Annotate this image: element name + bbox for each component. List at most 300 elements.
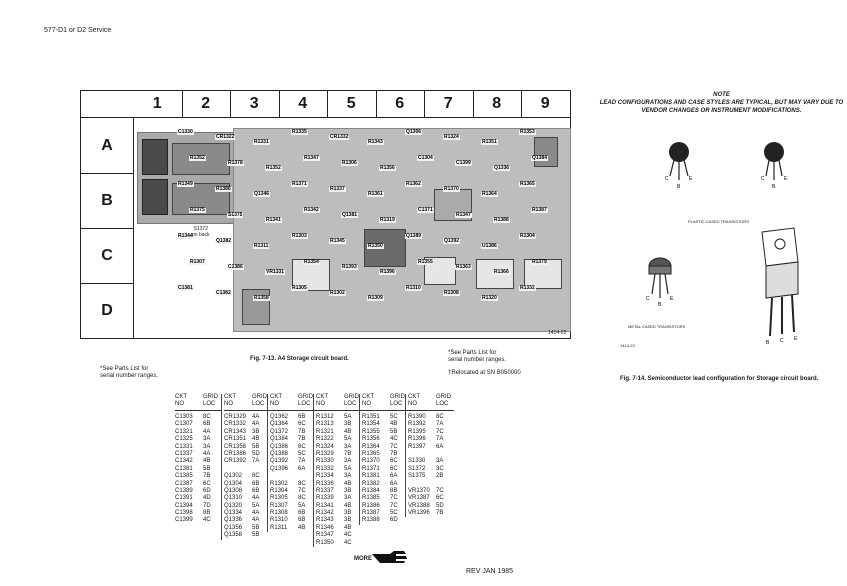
grid-column-5: 5 xyxy=(327,91,377,117)
ckt-no: R1310 xyxy=(270,517,288,524)
grid-loc: 3B xyxy=(344,517,352,524)
parts-header-text: NO xyxy=(224,401,233,407)
parts-header-text: LOC xyxy=(344,401,357,407)
parts-row xyxy=(362,488,408,495)
parts-row xyxy=(408,495,454,502)
grid-loc: 7A xyxy=(298,458,306,465)
board-component-label: R1355 xyxy=(418,259,433,265)
ckt-no: R1364 xyxy=(362,443,380,450)
board-figure-id: 1414-22 xyxy=(548,330,567,336)
ckt-no: Q1388 xyxy=(270,450,289,457)
board-component-label: R1308 xyxy=(444,290,459,296)
parts-row xyxy=(175,436,221,443)
board-component-label: R1352 xyxy=(190,155,205,161)
metal-transistor-drawing xyxy=(636,250,686,310)
parts-row xyxy=(224,488,270,495)
board-component-label: R1311 xyxy=(254,243,269,249)
grid-loc: 3B xyxy=(252,428,260,435)
grid-loc: 3B xyxy=(344,421,352,428)
parts-row xyxy=(362,473,408,480)
pin-label: C xyxy=(761,176,765,182)
grid-row-B: B xyxy=(81,173,133,229)
plastic-cased-label: PLASTIC CASED TRANSISTORS xyxy=(688,219,749,224)
grid-loc: 5A xyxy=(344,465,352,472)
pin-label: E xyxy=(670,296,674,302)
board-component-label: R1370 xyxy=(444,186,459,192)
board-component-label: R1332 xyxy=(520,285,535,291)
board-component-label: R1387 xyxy=(532,207,547,213)
ckt-no xyxy=(270,473,298,480)
ckt-no: R1355 xyxy=(362,428,380,435)
board-component-label: S1375 xyxy=(228,212,243,218)
grid-loc: 4A xyxy=(252,510,260,517)
grid-loc: 6B xyxy=(298,510,306,517)
pin-label: E xyxy=(689,176,693,182)
parts-row xyxy=(224,421,270,428)
parts-row xyxy=(270,503,316,510)
board-component-label: Q1346 xyxy=(254,191,270,197)
grid-loc: 6C xyxy=(436,495,444,502)
grid-loc: 4A xyxy=(252,421,260,428)
ckt-no: C1385 xyxy=(175,473,193,480)
parts-header-text: GRID xyxy=(203,394,218,400)
grid-loc: 6C xyxy=(298,443,306,450)
ckt-no: R1386 xyxy=(362,502,380,509)
board-component-label: Q1389 xyxy=(406,233,422,239)
ckt-no: C1337 xyxy=(175,450,193,457)
board-component-label: R1310 xyxy=(406,285,421,291)
parts-row xyxy=(270,421,316,428)
board-component-label: R1319 xyxy=(380,217,395,223)
grid-column-2: 2 xyxy=(182,91,232,117)
board-component-label: R1361 xyxy=(368,191,383,197)
parts-row xyxy=(408,488,454,495)
ckt-no: R1343 xyxy=(316,517,334,524)
board-component-label: R1356 xyxy=(380,165,395,171)
parts-row xyxy=(224,466,270,473)
more-label: MORE xyxy=(354,556,372,562)
grid-loc: 7D xyxy=(203,502,211,509)
grid-loc: 6C xyxy=(203,480,211,487)
pin-label: C xyxy=(646,296,650,302)
grid-loc: 8C xyxy=(203,414,211,420)
ckt-no: C1307 xyxy=(175,421,193,428)
ckt-no: R1396 xyxy=(408,436,426,443)
parts-row xyxy=(224,444,270,451)
parts-row xyxy=(270,451,316,458)
parts-row xyxy=(316,532,362,539)
ckt-no: Q1384 xyxy=(270,436,289,443)
parts-row xyxy=(362,429,408,436)
parts-row xyxy=(408,421,454,428)
parts-column xyxy=(221,394,270,540)
grid-loc: 7C xyxy=(390,495,398,502)
grid-loc: 4A xyxy=(252,517,260,524)
note-left xyxy=(100,366,158,380)
parts-row xyxy=(224,517,270,524)
page-header: 577-D1 or D2 Service xyxy=(44,27,112,34)
board-component-label: Q1382 xyxy=(216,238,232,244)
grid-loc: 5B xyxy=(203,465,211,472)
ckt-no: R1382 xyxy=(362,480,380,487)
parts-row xyxy=(362,517,408,524)
ckt-no: CR1358 xyxy=(224,443,247,450)
ckt-no: CR1386 xyxy=(224,450,247,457)
parts-row xyxy=(175,458,221,465)
grid-loc: 4C xyxy=(390,436,398,443)
parts-row xyxy=(408,444,454,451)
ckt-no: VR1387 xyxy=(408,495,430,502)
parts-header-text: CKT xyxy=(270,394,282,400)
grid-loc: 3B xyxy=(344,510,352,517)
grid-loc: 6B xyxy=(252,480,260,487)
parts-row xyxy=(408,466,454,473)
parts-row xyxy=(175,444,221,451)
board-component-label: Q1384 xyxy=(532,155,548,161)
grid-loc: 3A xyxy=(344,443,352,450)
ckt-no: VR1396 xyxy=(408,510,430,517)
grid-loc: 8B xyxy=(203,510,211,517)
ckt-no: Q1386 xyxy=(270,443,289,450)
grid-loc: 7B xyxy=(344,450,352,457)
parts-header-text: CKT xyxy=(316,394,328,400)
grid-loc: 5A xyxy=(252,502,260,509)
ckt-no: R1321 xyxy=(316,428,334,435)
parts-row xyxy=(224,429,270,436)
parts-header-text: CKT xyxy=(408,394,420,400)
parts-header xyxy=(316,394,362,411)
board-component-label: CR1332 xyxy=(330,134,349,140)
ckt-no: CR1343 xyxy=(224,428,247,435)
parts-row xyxy=(175,481,221,488)
figure-14-caption: Fig. 7-14. Semiconductor lead configuration for Storage circuit board. xyxy=(620,376,819,382)
grid-loc: 6C xyxy=(298,421,306,428)
grid-loc: 7A xyxy=(436,436,444,443)
parts-row xyxy=(224,436,270,443)
board-component-label: C1382 xyxy=(216,290,231,296)
ckt-no: R1354 xyxy=(362,421,380,428)
board-component-label: R1379 xyxy=(532,259,547,265)
parts-header-text: NO xyxy=(270,401,279,407)
grid-loc: 4A xyxy=(203,450,211,457)
parts-row xyxy=(316,503,362,510)
metal-cased-label: METAL CASED TRANSISTORS xyxy=(628,324,686,329)
parts-row xyxy=(224,458,270,465)
plastic-transistor-drawings xyxy=(656,134,806,194)
parts-row xyxy=(362,444,408,451)
board-component-label: R1375 xyxy=(190,207,205,213)
grid-row-D: D xyxy=(101,302,113,319)
parts-row xyxy=(175,451,221,458)
ckt-no: Q1392 xyxy=(270,458,289,465)
ckt-no: R1381 xyxy=(362,473,380,480)
parts-row xyxy=(408,458,454,465)
grid-loc: 3B xyxy=(344,487,352,494)
parts-header-text: NO xyxy=(316,401,325,407)
grid-loc: 6A xyxy=(436,443,444,450)
grid-column-3: 3 xyxy=(230,91,280,117)
grid-loc: 3A xyxy=(436,458,444,465)
board-component-label: R1386 xyxy=(216,186,231,192)
parts-header-text: GRID xyxy=(344,394,359,400)
ckt-no: R1346 xyxy=(316,524,334,531)
ckt-no: Q1308 xyxy=(224,487,243,494)
board-component-label: R1358 xyxy=(254,295,269,301)
board-component-label: R1305 xyxy=(292,285,307,291)
parts-header-text: GRID xyxy=(436,394,451,400)
parts-row xyxy=(270,495,316,502)
grid-loc: 6B xyxy=(298,414,306,420)
ckt-no: Q1334 xyxy=(224,510,243,517)
grid-loc: 5B xyxy=(390,428,398,435)
parts-row xyxy=(362,503,408,510)
parts-row xyxy=(362,414,408,421)
grid-loc: 4C xyxy=(203,517,211,524)
ckt-no: R1365 xyxy=(362,450,380,457)
note-left-line: *See Parts List for xyxy=(100,366,149,372)
ckt-no: R1341 xyxy=(316,502,334,509)
board-component-label: R1304 xyxy=(520,233,535,239)
parts-row xyxy=(316,421,362,428)
board-component-label: R1364 xyxy=(482,191,497,197)
grid-loc: 5B xyxy=(252,443,260,450)
board-component-label: R1371 xyxy=(292,181,307,187)
parts-row xyxy=(270,458,316,465)
board-component-label: R1337 xyxy=(330,186,345,192)
parts-row xyxy=(316,436,362,443)
board-component-label: Q1306 xyxy=(406,129,422,135)
grid-loc: 5B xyxy=(252,532,260,539)
board-component-label: R1347 xyxy=(304,155,319,161)
ckt-no: CR1392 xyxy=(224,458,247,465)
pin-label: B xyxy=(677,184,681,190)
pin-label: E xyxy=(784,176,788,182)
parts-row xyxy=(362,451,408,458)
board-component-label: R1343 xyxy=(368,139,383,145)
parts-row xyxy=(408,414,454,421)
board-component-label: Q1392 xyxy=(444,238,460,244)
parts-row xyxy=(270,481,316,488)
grid-loc: 5C xyxy=(298,450,306,457)
parts-row xyxy=(408,481,454,488)
ckt-no: C1389 xyxy=(175,487,193,494)
parts-row xyxy=(316,495,362,502)
ckt-no: R1304 xyxy=(270,487,288,494)
parts-row xyxy=(362,495,408,502)
parts-header xyxy=(362,394,408,411)
parts-header-text: CKT xyxy=(175,394,187,400)
grid-loc: 4A xyxy=(252,414,260,420)
grid-loc: 7B xyxy=(298,428,306,435)
grid-loc: 4B xyxy=(252,436,260,443)
parts-row xyxy=(316,429,362,436)
board-component-label: R1302 xyxy=(330,290,345,296)
grid-loc: 8B xyxy=(390,487,398,494)
grid-column-6: 6 xyxy=(376,91,426,117)
board-component-label: R1347 xyxy=(456,212,471,218)
ckt-no: R1313 xyxy=(316,421,334,428)
board-component-label: C1330 xyxy=(178,129,193,135)
lead-note xyxy=(596,91,847,115)
ckt-no: R1351 xyxy=(362,414,380,420)
ckt-no: R1387 xyxy=(362,510,380,517)
ckt-no: Q1320 xyxy=(224,502,243,509)
grid-loc: 5D xyxy=(252,450,260,457)
board-component-label: R1350 xyxy=(368,243,383,249)
revision-date: REV JAN 1985 xyxy=(466,568,514,575)
parts-row xyxy=(175,488,221,495)
parts-row xyxy=(316,540,362,547)
parts-row xyxy=(362,458,408,465)
ckt-no: Q1310 xyxy=(224,495,243,502)
ckt-no: R1337 xyxy=(316,487,334,494)
grid-loc: 7C xyxy=(298,487,306,494)
pin-label: B xyxy=(772,184,776,190)
board-component-label: R1303 xyxy=(292,233,307,239)
board-component-label: R1341 xyxy=(266,217,281,223)
ckt-no: Q1336 xyxy=(224,517,243,524)
fig14-id: 1414-23 xyxy=(620,343,635,348)
ckt-no: C1331 xyxy=(175,443,193,450)
ckt-no: S1372 xyxy=(408,465,426,472)
grid-loc: 6B xyxy=(252,487,260,494)
board-component-label: R1342 xyxy=(304,207,319,213)
parts-row xyxy=(316,525,362,532)
parts-row xyxy=(224,473,270,480)
board-component-label: R1320 xyxy=(482,295,497,301)
board-pcb xyxy=(233,128,571,332)
parts-row xyxy=(270,488,316,495)
grid-loc xyxy=(252,466,268,473)
grid-loc: 3C xyxy=(436,465,444,472)
parts-row xyxy=(175,495,221,502)
grid-loc: 5A xyxy=(344,436,352,443)
ckt-no: Q1372 xyxy=(270,428,289,435)
parts-row xyxy=(175,429,221,436)
ckt-no: Q1302 xyxy=(224,473,243,480)
grid-column-9: 9 xyxy=(521,91,571,117)
ckt-no: S1330 xyxy=(408,458,426,465)
ckt-no: CR1329 xyxy=(224,414,247,420)
parts-row xyxy=(270,517,316,524)
ckt-no: R1312 xyxy=(316,414,334,420)
board-component-label: VR1331 xyxy=(266,269,285,275)
parts-row xyxy=(270,436,316,443)
parts-row xyxy=(175,517,221,524)
grid-loc: 4A xyxy=(203,428,211,435)
ckt-no: R1371 xyxy=(362,465,380,472)
ckt-no: R1385 xyxy=(362,495,380,502)
ckt-no: R1307 xyxy=(270,502,288,509)
ckt-no: Q1304 xyxy=(224,480,243,487)
grid-loc: 5C xyxy=(390,414,398,420)
grid-loc: 4C xyxy=(344,539,352,546)
board-component-label: R1307 xyxy=(190,259,205,265)
note-text: LEAD CONFIGURATIONS AND CASE STYLES ARE TYPICAL, BUT MAY VARY DUE TO VENDOR CHANGES OR INSTRUMENT MODIFICATIONS. xyxy=(599,100,844,114)
parts-header-text: LOC xyxy=(390,401,403,407)
grid-loc: 7C xyxy=(390,502,398,509)
parts-row xyxy=(270,466,316,473)
tab-transistor-drawing xyxy=(752,222,812,348)
grid-loc: 6A xyxy=(390,473,398,480)
parts-row xyxy=(270,444,316,451)
parts-header-text: LOC xyxy=(298,401,311,407)
pin-label: C xyxy=(665,176,669,182)
pin-label: C xyxy=(780,338,784,344)
note-right-line: *See Parts List for xyxy=(448,350,497,356)
parts-header-text: GRID xyxy=(298,394,313,400)
grid-loc: 3A xyxy=(203,443,211,450)
ckt-no xyxy=(224,466,252,473)
ckt-no: R1332 xyxy=(316,465,334,472)
ckt-no: C1398 xyxy=(175,510,193,517)
grid-loc: 5C xyxy=(390,510,398,517)
ckt-no: C1321 xyxy=(175,428,193,435)
parts-header xyxy=(175,394,221,411)
pin-label: B xyxy=(658,302,662,308)
parts-column xyxy=(313,394,362,547)
grid-loc: 8C xyxy=(298,495,306,502)
grid-loc: 4B xyxy=(390,421,398,428)
board-component-label: R1354 xyxy=(304,259,319,265)
plastic-transistor-2 xyxy=(761,142,788,190)
parts-row xyxy=(362,510,408,517)
parts-header-text: CKT xyxy=(362,394,374,400)
board-component-label: R1352 xyxy=(266,165,281,171)
ckt-no: R1302 xyxy=(270,480,288,487)
board-component-label: R1388 xyxy=(494,217,509,223)
grid-row-C: C xyxy=(81,228,133,284)
parts-header-text: NO xyxy=(408,401,417,407)
grid-loc: 4C xyxy=(344,532,352,539)
grid-loc: 7B xyxy=(203,473,211,480)
parts-header-text: LOC xyxy=(436,401,449,407)
ckt-no: C1342 xyxy=(175,458,193,465)
grid-loc: 7A xyxy=(252,458,260,465)
ckt-no xyxy=(408,481,436,488)
parts-header xyxy=(224,394,270,411)
parts-row xyxy=(270,429,316,436)
ckt-no: C1387 xyxy=(175,480,193,487)
grid-column-8: 8 xyxy=(473,91,523,117)
parts-row xyxy=(362,421,408,428)
parts-row xyxy=(316,473,362,480)
grid-loc: 4B xyxy=(298,524,306,531)
note-left-line: serial number ranges. xyxy=(100,373,159,379)
grid-loc: 3A xyxy=(203,436,211,443)
grid-loc: 5A xyxy=(344,414,352,420)
grid-loc: 6A xyxy=(298,465,306,472)
parts-row xyxy=(270,473,316,480)
board-component-label: R1365 xyxy=(520,181,535,187)
grid-loc: 2B xyxy=(436,473,444,480)
ckt-no: R1322 xyxy=(316,436,334,443)
parts-header-text: LOC xyxy=(252,401,265,407)
ckt-no: R1397 xyxy=(408,443,426,450)
parts-row xyxy=(362,436,408,443)
grid-loc: 8C xyxy=(436,414,444,420)
grid-loc: 8C xyxy=(298,480,306,487)
parts-row xyxy=(270,510,316,517)
parts-row xyxy=(224,503,270,510)
grid-row-A: A xyxy=(81,118,133,174)
grid-loc: 4B xyxy=(344,502,352,509)
ckt-no: R1311 xyxy=(270,524,288,531)
parts-row xyxy=(175,466,221,473)
parts-row xyxy=(362,466,408,473)
parts-header-text: GRID xyxy=(390,394,405,400)
grid-loc: 6C xyxy=(390,458,398,465)
